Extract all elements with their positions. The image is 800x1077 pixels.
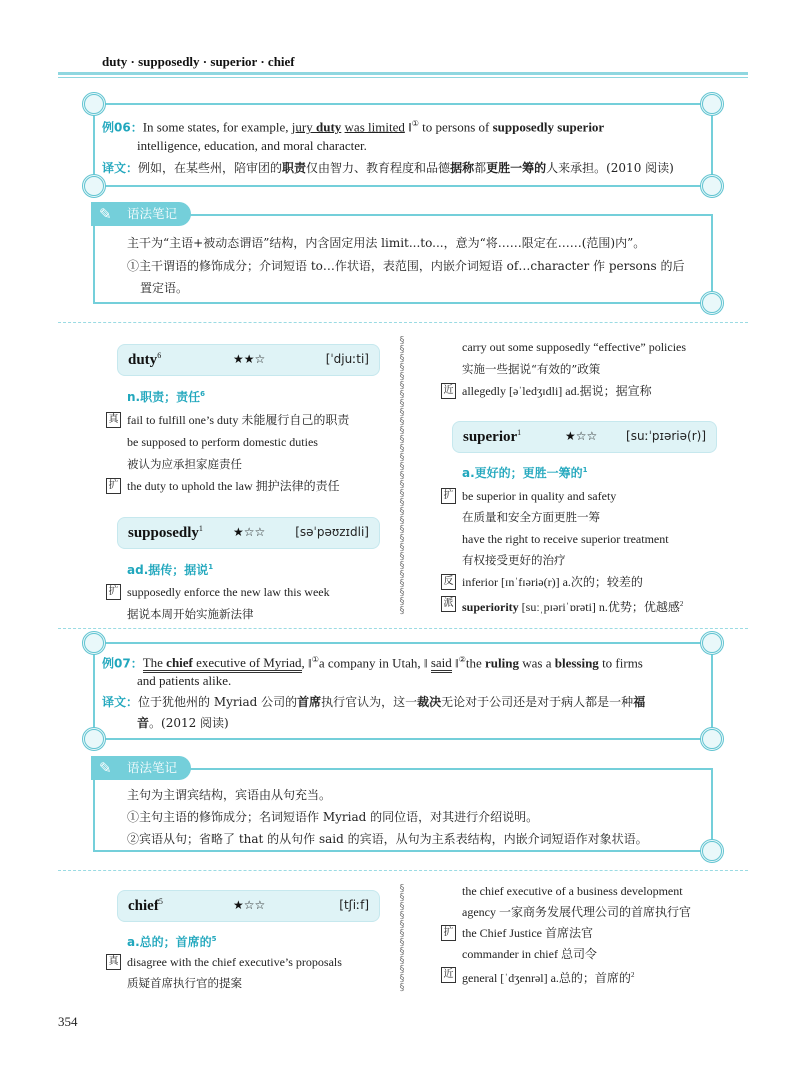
ornament-icon: § (399, 398, 405, 409)
part-of-speech: a.更好的；更胜一筹的$^1$ (462, 466, 588, 480)
word-card-duty (117, 344, 380, 376)
example-label: 例06： (102, 120, 143, 135)
corner-ornament-icon (82, 727, 106, 751)
ornament-icon: § (399, 371, 405, 382)
part-of-speech: ad.据传；据说$^1$ (127, 563, 214, 577)
ornament-icon: § (399, 416, 405, 427)
corner-ornament-icon (700, 631, 724, 655)
header-rule-thin (58, 77, 748, 78)
headword: chief$^5$ (128, 897, 163, 914)
synonym: general [ˈdʒenrəl] a.总的；首席的$^2$ (462, 971, 635, 985)
example-phrase: be superior in quality and safety (462, 489, 617, 503)
ornament-icon: § (399, 524, 405, 535)
word-card-supposedly (117, 517, 380, 549)
pen-icon: ✎ (99, 759, 112, 777)
ornament-icon: § (399, 955, 405, 966)
derivative: superiority [suːˌpɪəriˈɒrəti] n.优势；优越感$^2$ (462, 600, 684, 614)
corner-ornament-icon (82, 174, 106, 198)
example-07-line-2: and patients alike. (137, 673, 232, 688)
tag-kuo: 扩 (106, 478, 121, 494)
ornament-icon: § (399, 488, 405, 499)
frequency-stars: ★☆☆ (565, 429, 598, 443)
corner-ornament-icon (700, 839, 724, 863)
example-translation: 据说本周开始实施新法律 (127, 607, 254, 621)
example-phrase: agency 一家商务发展代理公司的首席执行官 (462, 905, 691, 919)
tag-zhen: 真 (106, 412, 121, 428)
header-rule (58, 72, 748, 75)
corner-ornament-icon (700, 291, 724, 315)
ornament-icon: § (399, 407, 405, 418)
example-phrase: commander in chief 总司令 (462, 947, 597, 961)
ornament-icon: § (399, 353, 405, 364)
example-06-translation: 译文：例如，在某些州，陪审团的职责仅由智力、教育程度和品德据称都更胜一筹的人来承担。(2010 阅读) (102, 161, 674, 175)
ornament-icon: § (399, 470, 405, 481)
example-phrase: be supposed to perform domestic duties (127, 435, 318, 449)
ornament-icon: § (399, 569, 405, 580)
example-translation: 被认为应承担家庭责任 (127, 457, 242, 471)
tag-kuo: 扩 (441, 925, 456, 941)
example-06-line-1: 例06：In some states, for example, jury duty was limited ‖① to persons of supposedly superior (102, 119, 605, 135)
part-of-speech: a.总的；首席的$^5$ (127, 935, 217, 949)
example-translation: 实施一些据说“有效的”政策 (462, 362, 601, 376)
word-card-chief (117, 890, 380, 922)
tag-jin: 近 (441, 383, 456, 399)
grammar-note-tag: ✎ 语法笔记 (91, 202, 191, 226)
ornament-icon: § (399, 452, 405, 463)
frequency-stars: ★★☆ (233, 352, 266, 366)
example-phrase: carry out some supposedly “effective” policies (462, 340, 687, 354)
running-header (58, 46, 748, 74)
frequency-stars: ★☆☆ (233, 898, 266, 912)
example-phrase: have the right to receive superior treatment (462, 532, 669, 546)
corner-ornament-icon (700, 174, 724, 198)
ornament-icon: § (399, 937, 405, 948)
ornament-icon: § (399, 497, 405, 508)
ornament-icon: § (399, 389, 405, 400)
ornament-icon: § (399, 883, 405, 894)
column-divider (396, 884, 408, 996)
ornament-icon: § (399, 533, 405, 544)
corner-ornament-icon (700, 92, 724, 116)
grammar-note-2-line-1: 主句为主谓宾结构，宾语由从句充当。 (127, 788, 332, 802)
grammar-note-1-line-2: ①主干谓语的修饰成分；介词短语 to…作状语，表范围，内嵌介词短语 of…character 作 persons 的后 (127, 259, 685, 273)
ornament-icon: § (399, 910, 405, 921)
grammar-note-tag: ✎ 语法笔记 (91, 756, 191, 780)
section-divider (58, 870, 748, 871)
ornament-icon: § (399, 506, 405, 517)
frequency-stars: ★☆☆ (233, 525, 266, 539)
translation-label: 译文： (102, 161, 139, 175)
ornament-icon: § (399, 362, 405, 373)
synonym: allegedly [əˈledʒɪdli] ad.据说；据宣称 (462, 384, 652, 398)
section-divider (58, 322, 748, 323)
part-of-speech: n.职责；责任$^6$ (127, 390, 205, 404)
header-title: duty · supposedly · superior · chief (102, 54, 295, 69)
grammar-note-1-line-1: 主干为“主语+被动态谓语”结构，内含固定用法 limit...to...，意为“将……限定在……(范围)内”。 (127, 236, 646, 250)
grammar-note-2-line-2: ①主句主语的修饰成分；名词短语作 Myriad 的同位语，对其进行介绍说明。 (127, 810, 539, 824)
ornament-icon: § (399, 425, 405, 436)
tag-kuo: 扩 (441, 488, 456, 504)
example-phrase: the chief executive of a business development (462, 884, 683, 898)
ornament-icon: § (399, 344, 405, 355)
antonym: inferior [ɪnˈfɪəriə(r)] a.次的；较差的 (462, 575, 643, 589)
ornament-icon: § (399, 892, 405, 903)
example-translation: 质疑首席执行官的提案 (127, 976, 242, 990)
corner-ornament-icon (82, 92, 106, 116)
ornament-icon: § (399, 928, 405, 939)
word-card-superior (452, 421, 717, 453)
column-divider (396, 336, 408, 616)
headword: duty$^6$ (128, 351, 162, 368)
phonetic: [suːˈpɪəriə(r)] (626, 429, 706, 443)
ornament-icon: § (399, 946, 405, 957)
example-phrase: fail to fulfill one’s duty 未能履行自己的职责 (127, 413, 350, 427)
example-07-translation: 译文：位于犹他州的 Myriad 公司的首席执行官认为，这一裁决无论对于公司还是对于病人都是一种福 (102, 695, 646, 709)
ornament-icon: § (399, 587, 405, 598)
ornament-icon: § (399, 973, 405, 984)
example-translation: 在质量和安全方面更胜一筹 (462, 510, 600, 524)
tag-zhen: 真 (106, 954, 121, 970)
section-divider (58, 628, 748, 629)
ornament-icon: § (399, 596, 405, 607)
example-07-translation-line-2: 音。(2012 阅读) (137, 716, 229, 730)
ornament-icon: § (399, 560, 405, 571)
example-translation: 有权接受更好的治疗 (462, 553, 566, 567)
example-label: 例07： (102, 656, 143, 671)
headword: superior$^1$ (463, 428, 522, 445)
ornament-icon: § (399, 515, 405, 526)
example-phrase: supposedly enforce the new law this week (127, 585, 330, 599)
ornament-icon: § (399, 919, 405, 930)
tag-fan: 反 (441, 574, 456, 590)
tag-kuo: 扩 (106, 584, 121, 600)
ornament-icon: § (399, 335, 405, 346)
pen-icon: ✎ (99, 205, 112, 223)
example-phrase: disagree with the chief executive’s proposals (127, 955, 342, 969)
ornament-icon: § (399, 380, 405, 391)
ornament-icon: § (399, 479, 405, 490)
example-phrase: the Chief Justice 首席法官 (462, 926, 593, 940)
page-number: 354 (58, 1014, 78, 1029)
example-06-line-2: intelligence, education, and moral character. (137, 138, 367, 153)
ornament-icon: § (399, 461, 405, 472)
phonetic: [ˈdjuːti] (325, 352, 369, 366)
ornament-icon: § (399, 964, 405, 975)
ornament-icon: § (399, 578, 405, 589)
tag-pai: 派 (441, 596, 456, 612)
grammar-note-1-line-3: 置定语。 (140, 281, 189, 295)
headword: supposedly$^1$ (128, 524, 203, 541)
ornament-icon: § (399, 434, 405, 445)
ornament-icon: § (399, 551, 405, 562)
ornament-icon: § (399, 605, 405, 616)
ornament-icon: § (399, 443, 405, 454)
corner-ornament-icon (700, 727, 724, 751)
translation-label: 译文： (102, 695, 139, 709)
example-phrase: the duty to uphold the law 拥护法律的责任 (127, 479, 340, 493)
phonetic: [tʃiːf] (339, 898, 369, 912)
phonetic: [səˈpəʊzɪdli] (295, 525, 369, 539)
example-07-line-1: 例07：The chief executive of Myriad, ‖①a company in Utah, ‖ said ‖②the ruling was a blessing to firms (102, 651, 643, 672)
tag-jin: 近 (441, 967, 456, 983)
ornament-icon: § (399, 982, 405, 993)
ornament-icon: § (399, 542, 405, 553)
grammar-note-2-line-3: ②宾语从句；省略了 that 的从句作 said 的宾语，从句为主系表结构，内嵌介词短语作对象状语。 (127, 832, 648, 846)
ornament-icon: § (399, 901, 405, 912)
